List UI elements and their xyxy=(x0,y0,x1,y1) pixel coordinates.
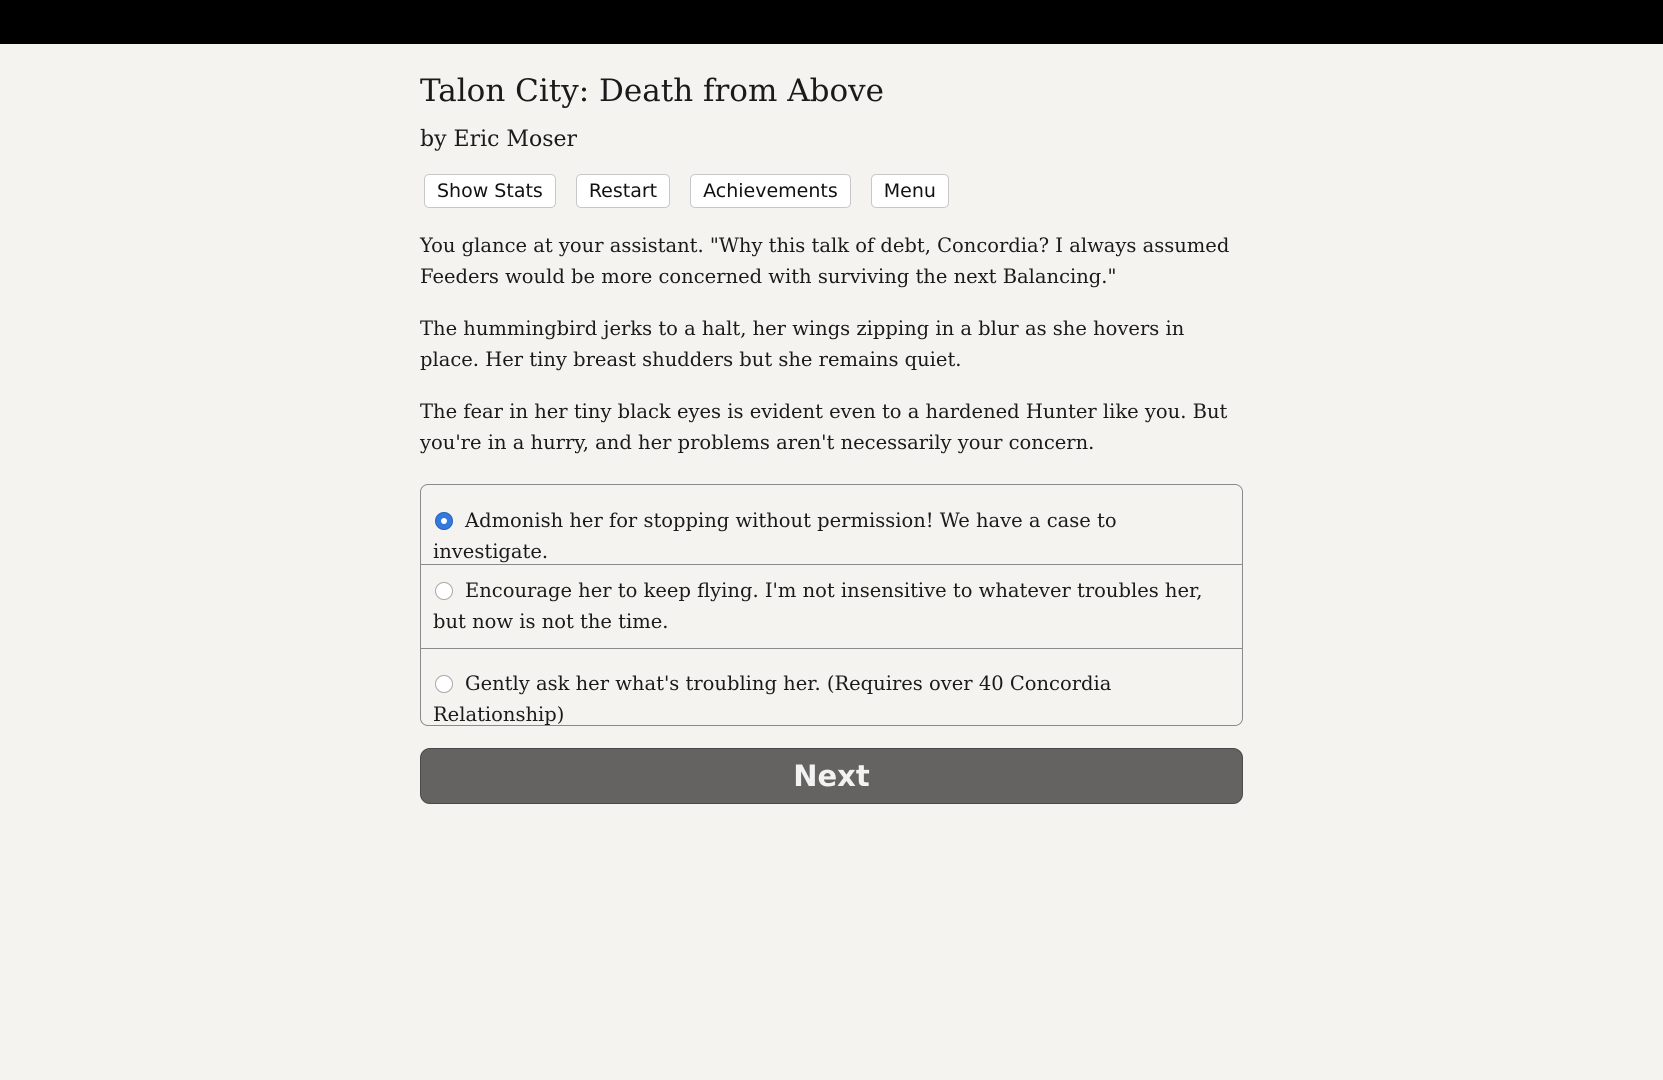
top-bar xyxy=(0,0,1663,44)
choice-label: Admonish her for stopping without permission! We have a case to investigate. xyxy=(433,509,1117,563)
restart-button[interactable]: Restart xyxy=(576,174,670,208)
game-author: by Eric Moser xyxy=(420,127,578,152)
choice-option-2[interactable] xyxy=(421,564,1242,648)
game-title: Talon City: Death from Above xyxy=(420,73,884,109)
toolbar xyxy=(420,174,1243,210)
choice-option-1[interactable] xyxy=(421,485,1242,564)
show-stats-button[interactable]: Show Stats xyxy=(424,174,556,208)
radio-button[interactable] xyxy=(435,675,453,693)
next-button[interactable]: Next xyxy=(420,748,1243,804)
story-paragraph: The hummingbird jerks to a halt, her wings zipping in a blur as she hovers in place. Her tiny breast shudders but she remains quiet. xyxy=(420,317,1185,371)
achievements-button[interactable]: Achievements xyxy=(690,174,851,208)
radio-button-selected[interactable] xyxy=(435,512,453,530)
choice-list xyxy=(420,484,1243,726)
story-paragraph: You glance at your assistant. "Why this talk of debt, Concordia? I always assumed Feeders would be more concerned with surviving the next Balancing." xyxy=(420,234,1230,288)
choice-option-3[interactable] xyxy=(421,648,1242,725)
radio-button[interactable] xyxy=(435,582,453,600)
choice-label: Gently ask her what's troubling her. (Requires over 40 Concordia Relationship) xyxy=(433,672,1112,726)
story-paragraph: The fear in her tiny black eyes is evident even to a hardened Hunter like you. But you're in a hurry, and her problems aren't necessarily your concern. xyxy=(420,400,1228,454)
story-text xyxy=(420,230,1243,458)
choice-label: Encourage her to keep flying. I'm not insensitive to whatever troubles her, but now is not the time. xyxy=(433,579,1203,633)
game-content xyxy=(420,70,1243,804)
menu-button[interactable]: Menu xyxy=(871,174,949,208)
